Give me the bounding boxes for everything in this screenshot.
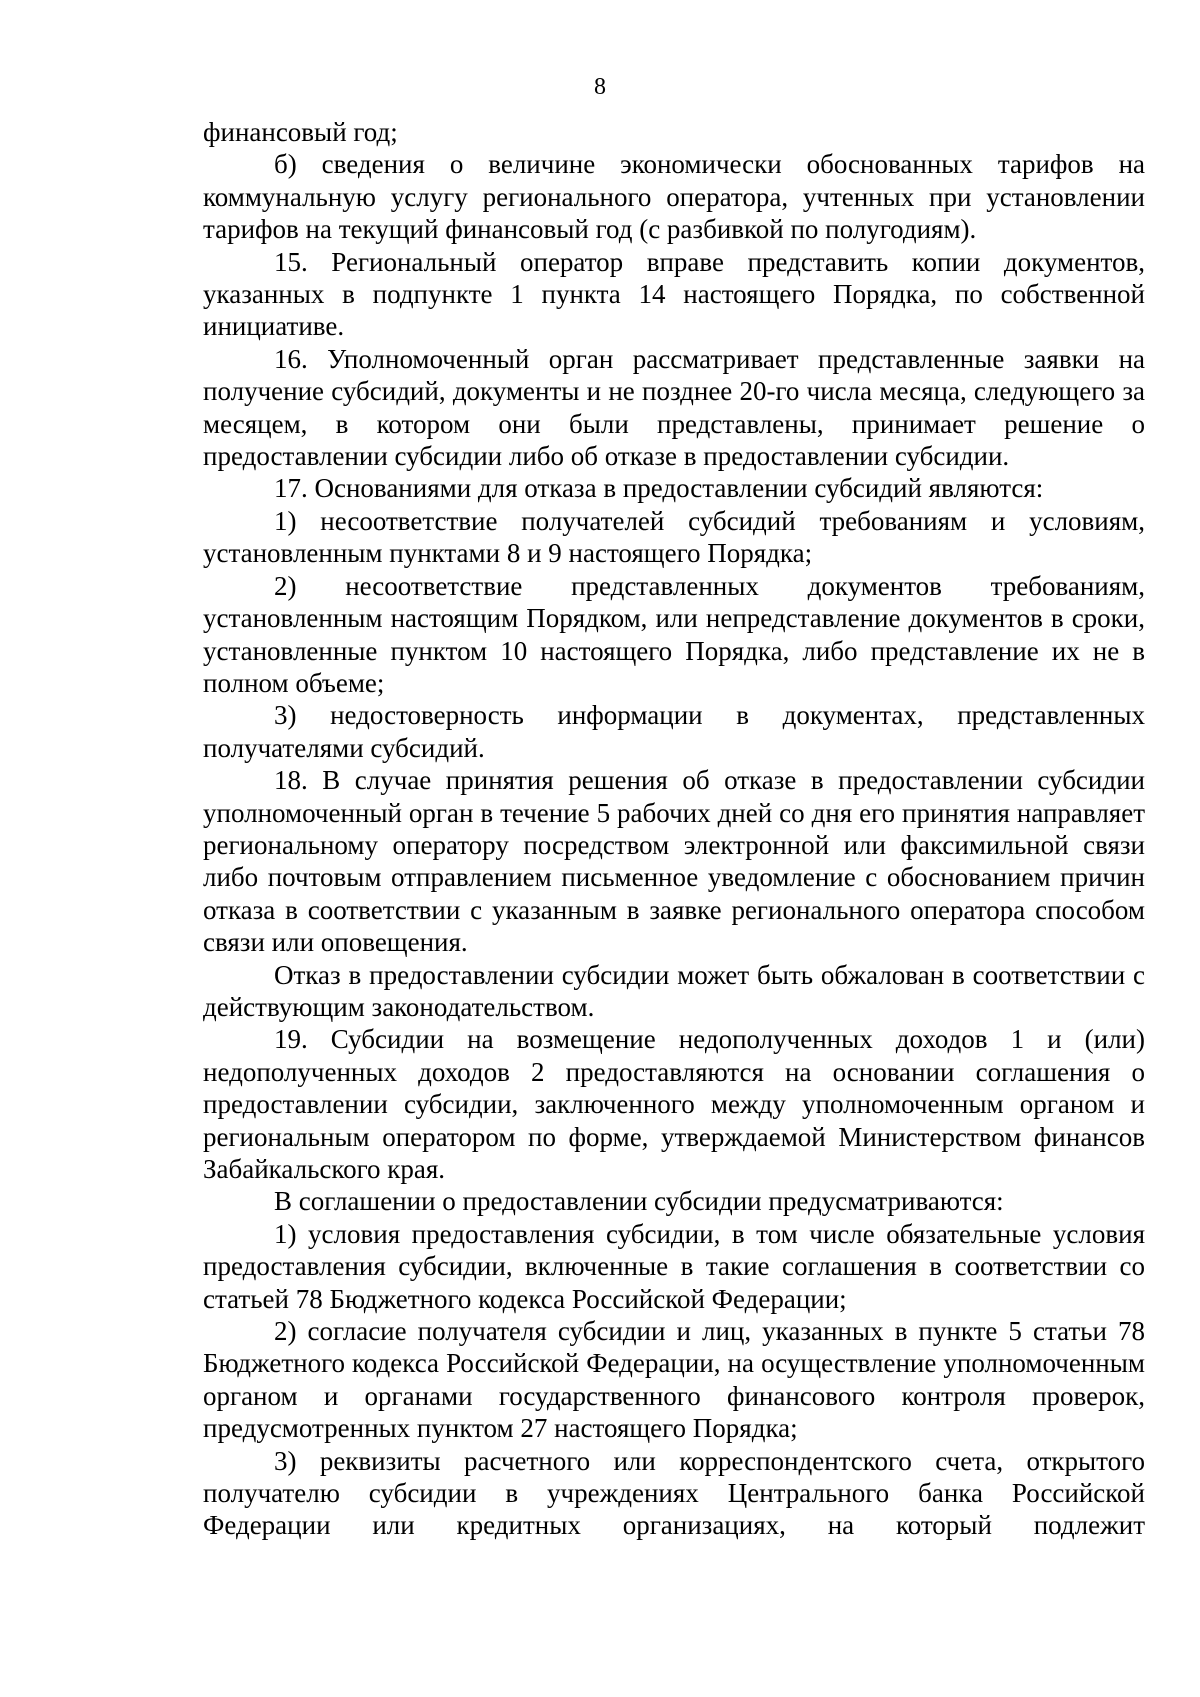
paragraph-fin-year: финансовый год; (203, 117, 398, 147)
paragraph-19: 19. Субсидии на возмещение недополученных доходов 1 и (или) недополученных доходов 2 предоставляются на основании соглашения о предоставлении субсидии, заключенного между уполномоченным органом и региональным оператором по форме, утверждаемой Министерством финансов Забайкальского края. (203, 1024, 1145, 1184)
paragraph-17: 17. Основаниями для отказа в предоставлении субсидий являются: (274, 473, 1044, 504)
paragraph-19-item-1: 1) условия предоставления субсидии, в том числе обязательные условия предоставления субсидии, включенные в такие соглашения в соответствии со статьей 78 Бюджетного кодекса Российской Федерации; (203, 1218, 1145, 1314)
paragraph-17-item-1: 1) несоответствие получателей субсидий требованиям и условиям, установленным пунктами 8 и 9 настоящего Порядка; (203, 505, 1145, 569)
paragraph-15: 15. Региональный оператор вправе представить копии документов, указанных в подпункте 1 пункта 14 настоящего Порядка, по собственной инициативе. (203, 246, 1145, 342)
paragraph-b-tariffs: б) сведения о величине экономически обоснованных тарифов на коммунальную услугу регионального оператора, учтенных при установлении тарифов на текущий финансовый год (с разбивкой по полугодиям). (203, 149, 1145, 245)
paragraph-17-item-2: 2) несоответствие представленных документов требованиям, установленным настоящим Порядком, или непредставление документов в сроки, установленные пунктом 10 настоящего Порядка, либо представление их не в полном объеме; (203, 570, 1145, 698)
paragraph-18-appeal: Отказ в предоставлении субсидии может быть обжалован в соответствии с действующим законодательством. (203, 959, 1145, 1022)
paragraph-17-item-3: 3) недостоверность информации в документах, представленных получателями субсидий. (203, 700, 1145, 763)
paragraph-19-item-2: 2) согласие получателя субсидии и лиц, указанных в пункте 5 статьи 78 Бюджетного кодекса Российской Федерации, на осуществление уполномоченным органом и органами государственного финансового контроля проверок, предусмотренных пунктом 27 настоящего Порядка; (203, 1316, 1145, 1444)
document-body (203, 116, 1145, 1542)
paragraph-19-item-3: 3) реквизиты расчетного или корреспондентского счета, открытого получателю субсидии в учреждениях Центрального банка Российской Федерации или кредитных организациях, на который подлежит (203, 1445, 1145, 1541)
paragraph-19-agreement-intro: В соглашении о предоставлении субсидии предусматриваются: (274, 1186, 1004, 1217)
page-number: 8 (594, 74, 606, 100)
paragraph-18: 18. В случае принятия решения об отказе в предоставлении субсидии уполномоченный орган в течение 5 рабочих дней со дня его принятия направляет региональному оператору посредством электронной или факсимильной связи либо почтовым отправлением письменное уведомление с обоснованием причин отказа в соответствии с указанным в заявке регионального оператора способом связи или оповещения. (203, 765, 1145, 958)
paragraph-16: 16. Уполномоченный орган рассматривает представленные заявки на получение субсидий, документы и не позднее 20-го числа месяца, следующего за месяцем, в котором они были представлены, принимает решение о предоставлении субсидии либо об отказе в предоставлении субсидии. (203, 343, 1145, 472)
